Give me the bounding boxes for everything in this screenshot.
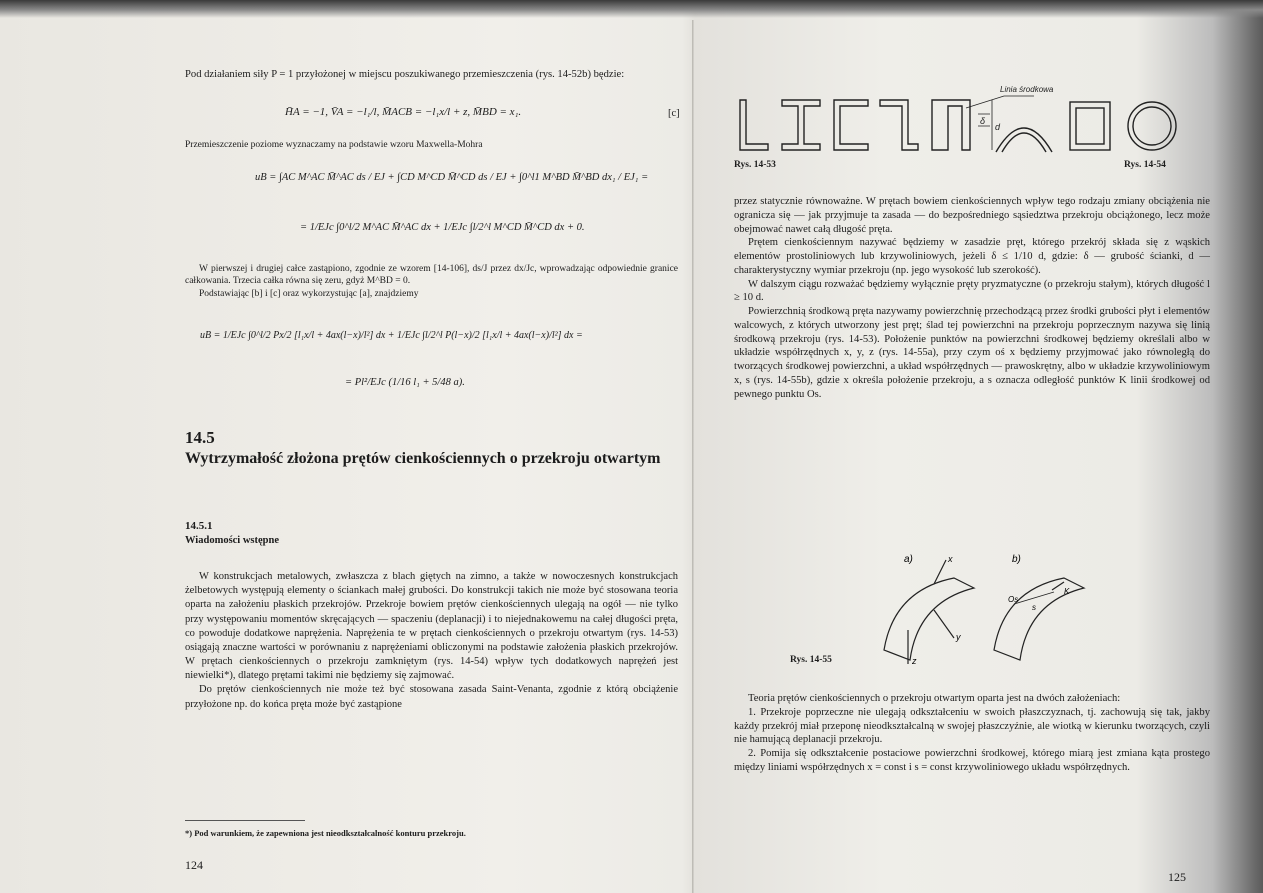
- substitution-paragraph: Podstawiając [b] i [c] oraz wykorzystując [a], znajdziemy: [199, 288, 419, 299]
- d-label: d: [995, 122, 1001, 132]
- paragraph-saint-venant: Do prętów cienkościennych nie może też być stosowana zasada Saint-Venanta, zgodnie z którą obciążenie przyłożone np. do końca pręta może być zastąpione: [185, 684, 678, 710]
- assumption-2: 2. Pomija się odkształcenie postaciowe powierzchni środkowej, którego miarą jest zmiana kąta prostego między liniami współrzędnych x = const i s = const krzywoliniowego układu współrzędnych.: [734, 748, 1210, 773]
- Z-section-shape: [880, 100, 918, 150]
- K-label: K: [1064, 587, 1070, 596]
- body-text-right-bottom: [734, 692, 1210, 775]
- maxwell-sentence: Przemieszczenie poziome wyznaczamy na podstawie wzoru Maxwella-Mohra: [185, 140, 483, 150]
- axis-y-label: y: [956, 632, 961, 642]
- page-number-right: 125: [1168, 870, 1186, 884]
- C-section-shape: [834, 100, 868, 150]
- fig-a-label: a): [904, 554, 913, 565]
- s-label: s: [1032, 603, 1036, 612]
- subsection-number: 14.5.1: [185, 520, 213, 532]
- delta-label: δ: [980, 116, 986, 126]
- tube-section-inner: [1133, 107, 1171, 145]
- intro-text: [185, 68, 678, 82]
- paragraph-middle-surface: Powierzchnią środkową pręta nazywamy powierzchnię przechodzącą przez środki grubości płyt i elementów walcowych, z których utworzony jest pręt; ślad tej powierzchni na przekroju poprzecznym nazywa się linią środkową przekroju (rys. 14-53). Położenie punktów na powierzchni środkowej będziemy określali albo w układzie współrzędnych x, y, z (rys. 14-55a), przy czym oś x będziemy przyjmować jako równoległą do tworzących środkowej powierzchni, a układ współrzędnych — prawoskrętny, albo w układzie krzywoliniowym x, s (rys. 14-55b), gdzie x określa położenie przekroju, a s oznacza odległość punktów K linii środkowej od pewnego punktu Os.: [734, 306, 1210, 400]
- I-section-shape: [782, 100, 820, 150]
- subsection-title: Wiadomości wstępne: [185, 535, 280, 546]
- equation-uB-1: uB = ∫AC M^AC M̄^AC ds / EJ + ∫CD M^CD M̄^CD ds / EJ + ∫0^l1 M^BD M̄^BD dx₁ / EJ₁ =: [255, 172, 649, 183]
- footnote: *) Pod warunkiem, że zapewniona jest nieodkształcalność konturu przekroju.: [185, 828, 466, 838]
- equation-c: H̄A = −1, V̄A = −l₁/l, M̄ACB = −l₁x/l + z, M̄BD = x₁.: [285, 106, 522, 118]
- paragraph-thin-walled-definition: Prętem cienkościennym nazywać będziemy w zasadzie pręt, którego przekrój składa się z wąskich elementów prostoliniowych lub krzywoliniowych, jeżeli δ ≤ 1/10 d, gdzie: δ — grubość ścianki, d — charakterystyczny wymiar przekroju (np. jego wysokość lub szerokość).: [734, 237, 1210, 276]
- assumption-1: 1. Przekroje poprzeczne nie ulegają odkształceniu w swoich płaszczyznach, tj. zachowują się tak, jakby każdy przekrój miał przeponę nieodkształcalną w swojej płaszczyźnie, ale wiotką w kierunku tworzących, czyli nie hamującą deplanacji przekroju.: [734, 706, 1210, 746]
- surface-b-shape: [994, 578, 1084, 660]
- center-line-leader: [966, 96, 1034, 108]
- equation-uB-2: = 1/EJc ∫0^l/2 M^AC M̄^AC dx + 1/EJc ∫l/2^l M^CD M̄^CD dx + 0.: [300, 222, 585, 233]
- equation-c-tag: [c]: [668, 108, 680, 119]
- paragraph-assumptions: Teoria prętów cienkościennych o przekroju otwartym oparta jest na dwóch założeniach:: [748, 693, 1121, 704]
- maxwell-line: [185, 139, 678, 151]
- caption-14-54: Rys. 14-54: [1124, 160, 1166, 170]
- explanation-paragraph: W pierwszej i drugiej całce zastąpiono, zgodnie ze wzorem [14-106], ds/J przez dx/Jc, wprowadzając odpowiednie granice całkowania. Trzecia całka równa się zeru, gdyż M^BD = 0.: [185, 264, 678, 287]
- L-section-shape: [740, 100, 768, 150]
- open-box-section-shape: [932, 100, 970, 150]
- paragraph-equivalent-load: przez statycznie równoważne. W prętach bowiem cienkościennych wpływ tego rodzaju zmiany obciążenia nie ogranicza się — jak przyjmuje ta zasada — do bezpośredniego sąsiedztwa przekroju obciążonego, lecz może obejmować nawet całą długość pręta.: [734, 196, 1210, 235]
- axis-x-label: x: [948, 554, 953, 564]
- explanation-text: [185, 263, 678, 300]
- paragraph-prismatic: W dalszym ciągu rozważać będziemy wyłącznie pręty pryzmatyczne (o przekroju stałym), których długość l ≥ 10 d.: [734, 278, 1210, 304]
- section-title: Wytrzymałość złożona prętów cienkościennych o przekroju otwartym: [185, 450, 661, 467]
- caption-14-53: Rys. 14-53: [734, 160, 776, 170]
- center-line-label: Linia środkowa: [1000, 85, 1054, 94]
- figure-14-53-54: [734, 80, 1234, 170]
- right-page: [694, 0, 1263, 893]
- footnote-rule: [185, 820, 305, 821]
- paragraph-thin-walled: W konstrukcjach metalowych, zwłaszcza z blach giętych na zimno, a także w nowoczesnych konstrukcjach żelbetowych występują elementy o ściankach małej grubości. Do konstrukcji takich nie może być stosowana teoria oparta na założeniu płaskich przekrojów. Przekroje bowiem prętów cienkościennych ulegają na ogół — nie tylko przy występowaniu momentów skręcających — spaczeniu (deplanacji) i to niejednakowemu na całej długości pręta, co powoduje dodatkowe naprężenia. Naprężenia te w prętach cienkościennych o przekroju otwartym (rys. 14-53) osiągają znaczne wartości w porównaniu z naprężeniami obliczonymi na podstawie założenia płaskich przekrojów. W prętach cienkościennych o przekroju zamkniętym (rys. 14-54) wpływ tych dodatkowych naprężeń jest niewielki*), dlatego prętami takimi nie będziemy się zajmować.: [185, 571, 678, 682]
- section-number: 14.5: [185, 428, 215, 447]
- equation-final-2: = Pl²/EJc (1/16 l₁ + 5/48 a).: [345, 377, 465, 388]
- page-number-left: 124: [185, 858, 203, 872]
- body-text-right-top: [734, 195, 1210, 401]
- surface-a-shape: [884, 578, 974, 660]
- axis-x-b: [1052, 582, 1064, 590]
- fig-b-label: b): [1012, 554, 1021, 565]
- tube-section-shape: [1128, 102, 1176, 150]
- intro-paragraph: Pod działaniem siły P = 1 przyłożonej w miejscu poszukiwanego przemieszczenia (rys. 14-52b) będzie:: [185, 69, 625, 80]
- equation-final-1: uB = 1/EJc ∫0^l/2 Px/2 [l₁x/l + 4ax(l−x)/l²] dx + 1/EJc ∫l/2^l P(l−x)/2 [l₁x/l + 4ax(l−x)/l²] dx =: [200, 330, 583, 341]
- box-section-inner: [1076, 108, 1104, 144]
- axis-y-a: [934, 610, 954, 638]
- body-text-left: [185, 570, 678, 712]
- caption-14-55: Rys. 14-55: [790, 655, 832, 665]
- axis-z-label: z: [912, 656, 917, 666]
- origin-Os-label: Os: [1008, 595, 1019, 604]
- figure-14-55: [864, 550, 1104, 668]
